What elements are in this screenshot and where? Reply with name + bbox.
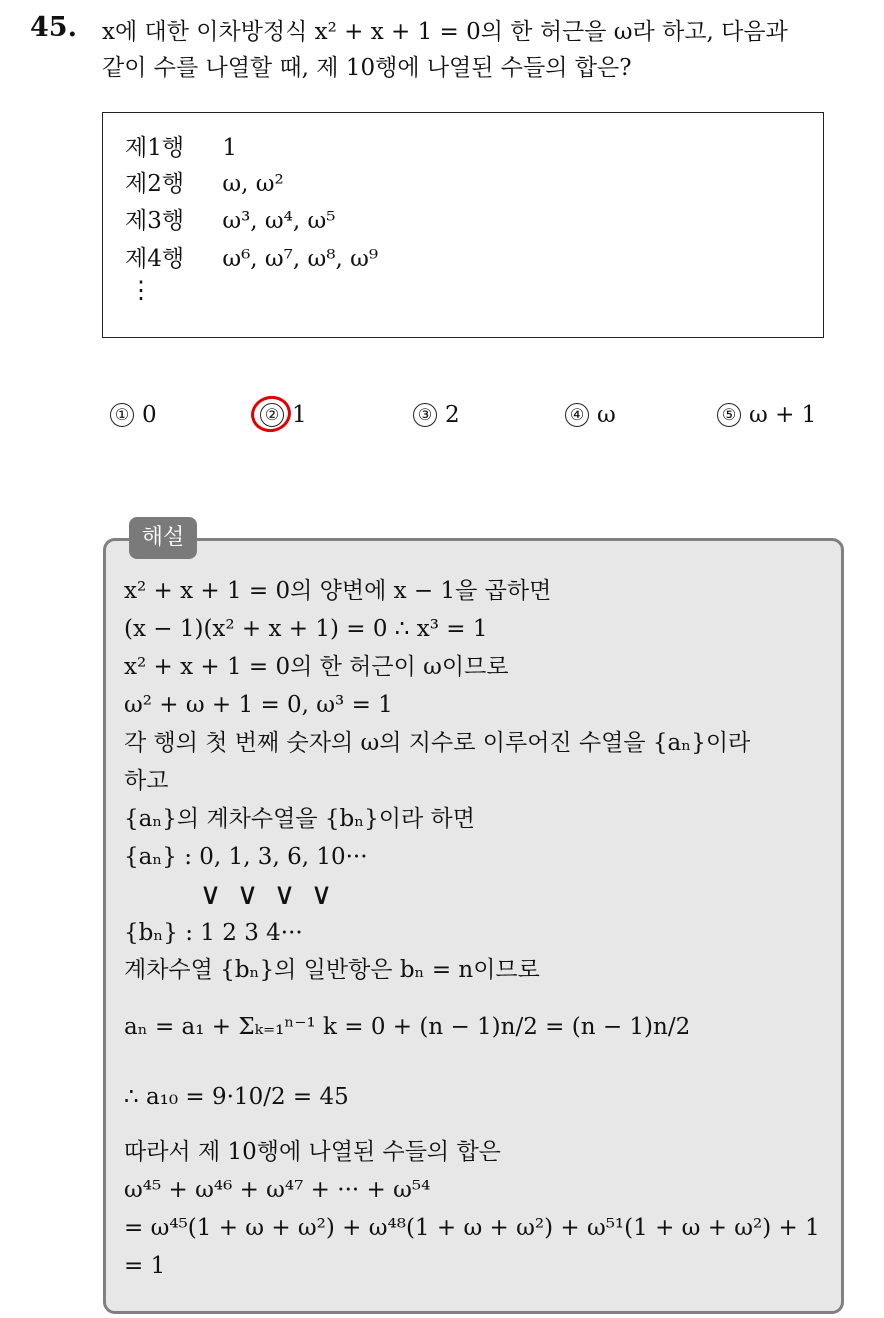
- diff-mark: ∨: [236, 877, 259, 912]
- row-label: 제4행: [125, 246, 185, 272]
- choice-number: ⑤: [717, 403, 741, 427]
- solution-line: ∴ a₁₀ = 9·10/2 = 45: [124, 1084, 349, 1110]
- question-number: 45.: [30, 12, 77, 43]
- question-text-line2: 같이 수를 나열할 때, 제 10행에 나열된 수들의 합은?: [102, 55, 632, 81]
- solution-line: {bₙ} : 1 2 3 4···: [124, 920, 303, 946]
- choice-number: ②: [260, 403, 284, 427]
- row-label: 제2행: [125, 171, 185, 197]
- diff-mark: ∨: [273, 877, 296, 912]
- choice-3[interactable]: [413, 402, 460, 428]
- choice-number: ④: [565, 403, 589, 427]
- row-label: 제3행: [125, 208, 185, 234]
- choice-number: ①: [110, 403, 134, 427]
- choice-number: ③: [413, 403, 437, 427]
- choice-5[interactable]: [717, 402, 816, 428]
- solution-line: x² + x + 1 = 0의 양변에 x − 1을 곱하면: [124, 578, 552, 604]
- sequence-row: [125, 169, 284, 199]
- sequence-row: [125, 133, 237, 163]
- row-values: ω, ω²: [222, 171, 284, 197]
- solution-line: ω² + ω + 1 = 0, ω³ = 1: [124, 692, 393, 718]
- choice-text: 0: [142, 402, 157, 428]
- choice-1[interactable]: [110, 402, 157, 428]
- choice-text: ω + 1: [749, 402, 817, 428]
- choice-text: 2: [445, 402, 460, 428]
- row-label: 제1행: [125, 135, 185, 161]
- answer-circle-mark: [248, 392, 295, 436]
- solution-line: ω⁴⁵ + ω⁴⁶ + ω⁴⁷ + ··· + ω⁵⁴: [124, 1177, 431, 1203]
- solution-line: {aₙ} : 0, 1, 3, 6, 10···: [124, 844, 368, 870]
- choice-4[interactable]: [565, 402, 616, 428]
- sequence-row: [125, 244, 378, 274]
- solution-line: 하고: [124, 768, 169, 794]
- solution-line: aₙ = a₁ + Σₖ₌₁ⁿ⁻¹ k = 0 + (n − 1)n/2 = (n − 1)n/2: [124, 1014, 691, 1040]
- solution-tag: 해설: [129, 517, 197, 559]
- row-values: ω³, ω⁴, ω⁵: [222, 208, 336, 234]
- row-values: ω⁶, ω⁷, ω⁸, ω⁹: [222, 246, 379, 272]
- solution-line: = ω⁴⁵(1 + ω + ω²) + ω⁴⁸(1 + ω + ω²) + ω⁵¹(1 + ω + ω²) + 1: [124, 1215, 820, 1241]
- solution-line: x² + x + 1 = 0의 한 허근이 ω이므로: [124, 654, 509, 680]
- vertical-ellipsis: ⋮: [129, 276, 153, 304]
- solution-line: 따라서 제 10행에 나열된 수들의 합은: [124, 1139, 501, 1165]
- solution-line: {aₙ}의 계차수열을 {bₙ}이라 하면: [124, 806, 475, 832]
- question-text: [102, 14, 872, 86]
- choice-text: 1: [292, 402, 307, 428]
- solution-line: 각 행의 첫 번째 숫자의 ω의 지수로 이루어진 수열을 {aₙ}이라: [124, 730, 751, 756]
- choice-text: ω: [597, 402, 616, 428]
- difference-marks: [192, 877, 340, 912]
- solution-line: 계차수열 {bₙ}의 일반항은 bₙ = n이므로: [124, 957, 540, 983]
- row-values: 1: [222, 135, 237, 161]
- diff-mark: ∨: [199, 877, 222, 912]
- diff-mark: ∨: [310, 877, 333, 912]
- question-text-line1: x에 대한 이차방정식 x² + x + 1 = 0의 한 허근을 ω라 하고, 다음과: [102, 19, 788, 45]
- sequence-box: [102, 112, 824, 338]
- sequence-row: [125, 206, 335, 236]
- solution-line: (x − 1)(x² + x + 1) = 0 ∴ x³ = 1: [124, 616, 488, 642]
- solution-line: = 1: [124, 1253, 166, 1279]
